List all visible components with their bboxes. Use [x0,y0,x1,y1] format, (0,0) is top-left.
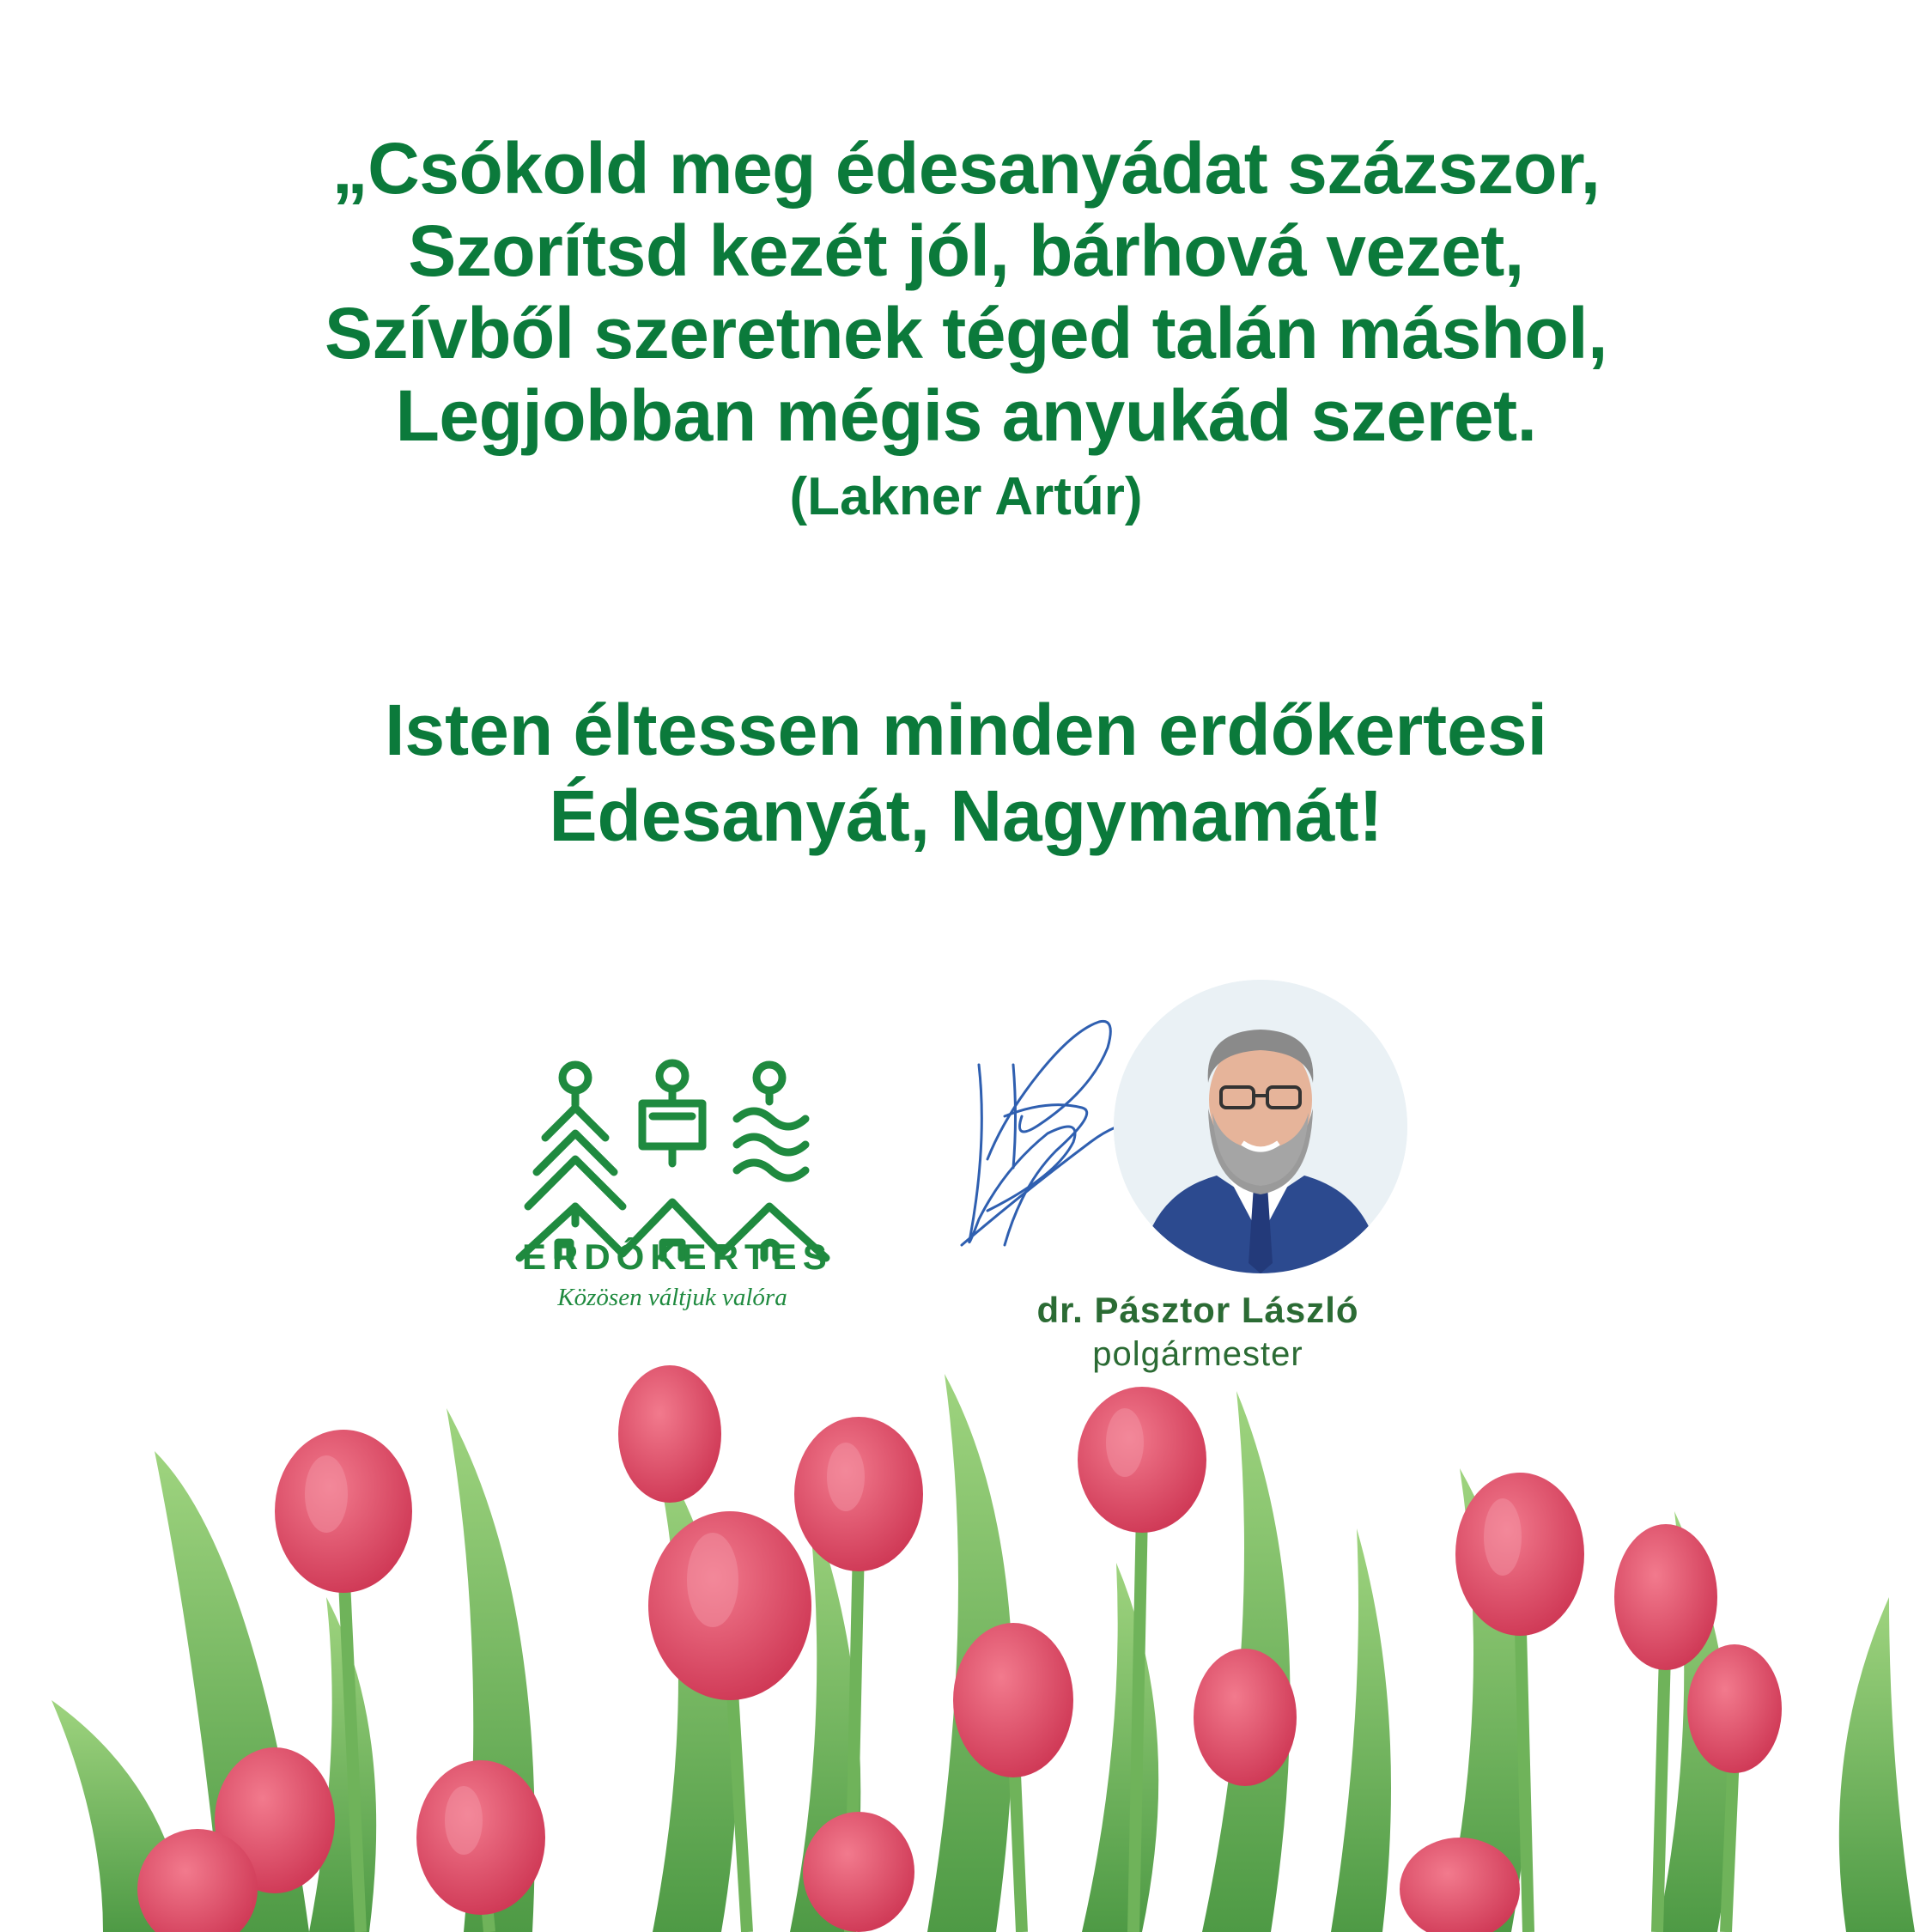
poem-line-2: Szorítsd kezét jól, bárhová vezet, [408,210,1524,291]
poem-line-3: Szívből szeretnek téged talán máshol, [325,293,1607,374]
tulip-bouquet-icon [0,1340,1932,1932]
mayor-title: polgármester [1092,1335,1303,1373]
poem-line-1: „Csókold meg édesanyádat százszor, [331,128,1601,209]
greeting-text [0,687,1932,859]
poem-quote [0,127,1932,534]
greeting-line-2: Édesanyát, Nagymamát! [549,775,1383,856]
brand-slogan: Közösen váltjuk valóra [557,1284,787,1311]
mayor-name: dr. Pásztor László [1036,1290,1359,1330]
brand-name: ERDŐKERTES [522,1236,833,1277]
poem-author: (Lakner Artúr) [789,467,1143,526]
mayor-avatar-icon [1114,980,1407,1273]
poem-line-4: Legjobban mégis anyukád szeret. [395,375,1537,456]
mayor-portrait [1114,980,1407,1273]
greeting-line-1: Isten éltessen minden erdőkertesi [385,690,1547,770]
